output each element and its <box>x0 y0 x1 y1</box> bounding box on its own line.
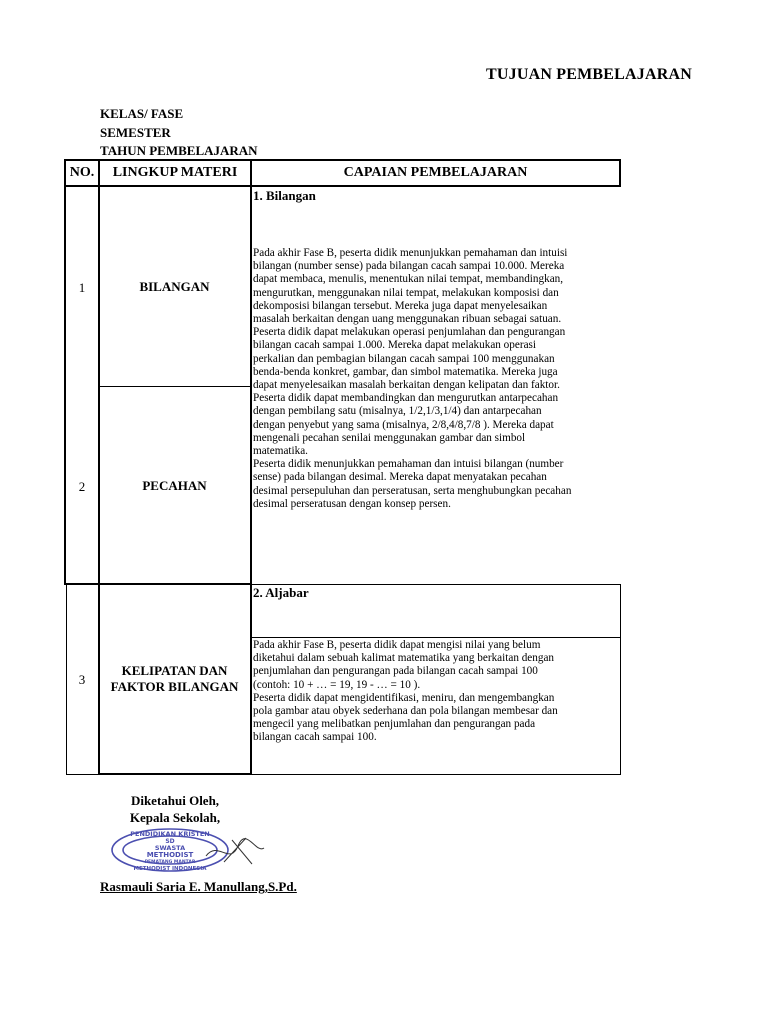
row2-lingkup: PECAHAN <box>142 478 207 493</box>
tahun-label: TAHUN PEMBELAJARAN <box>100 143 258 158</box>
section2-text: Pada akhir Fase B, peserta didik dapat mengisi nilai yang belum diketahui dalam sebuah kalimat matematika yang berkaitan dengan penjumlahan dan pengurangan pada bilangan cacah sampai 100 (contoh: 10 + … = 19, 19 - … = 10 ). Peserta didik dapat mengidentifikasi, meniru, dan mengembangkan pola gambar atau obyek sederhana dan pola bilangan membesar dan mengecil yang melibatkan penjumlahan dan pengurangan pada bilangan cacah sampai 100. <box>253 639 558 744</box>
section2-title: 2. Aljabar <box>253 585 309 600</box>
kepala-sekolah-name: Rasmauli Saria E. Manullang,S.Pd. <box>100 879 297 894</box>
row2-bottom-border <box>64 583 252 585</box>
row1-separator <box>99 386 251 387</box>
svg-text:SWASTA: SWASTA <box>154 844 186 852</box>
section2-mid-border <box>251 637 621 638</box>
kepala-sekolah-label: Kepala Sekolah, <box>129 810 221 825</box>
kelas-label: KELAS/ FASE <box>100 106 184 121</box>
signature-scribble <box>206 838 264 864</box>
section1-title: 1. Bilangan <box>253 188 316 203</box>
svg-text:SD: SD <box>165 838 175 845</box>
row1-number: 1 <box>78 280 86 295</box>
diketahui-label: Diketahui Oleh, <box>130 793 220 808</box>
stamp-top-text: PENDIDIKAN KRISTEN <box>130 830 210 838</box>
svg-text:METHODIST: METHODIST <box>146 851 194 859</box>
svg-text:METHODIST INDONESIA: METHODIST INDONESIA <box>133 866 207 872</box>
lingkup-bottom-border <box>98 773 252 775</box>
school-stamp <box>106 826 268 876</box>
row1-lingkup: BILANGAN <box>139 279 210 294</box>
row3-lingkup: KELIPATAN DAN FAKTOR BILANGAN <box>110 663 239 694</box>
section2-right-border <box>620 584 621 775</box>
header-top-border <box>64 159 621 161</box>
header-no: NO. <box>69 165 95 180</box>
header-capaian-pembelajaran: CAPAIAN PEMBELAJARAN <box>343 165 528 180</box>
row2-number: 2 <box>78 479 86 494</box>
header-bottom-border <box>64 185 621 187</box>
header-right-border <box>619 159 621 187</box>
section1-text: Pada akhir Fase B, peserta didik menunjukkan pemahaman dan intuisi bilangan (number sense) pada bilangan cacah sampai 10.000. Mereka dapat membaca, menulis, menentukan nilai tempat, membandingkan, mengurutkan, menggunakan nilai tempat, melakukan komposisi dan dekomposisi bilangan tersebut. Mereka juga dapat menyelesaikan masalah berkaitan dengan uang menggunakan ribuan sebagai satuan. Peserta didik dapat melakukan operasi penjumlahan dan pengurangan bilangan cacah sampai 1.000. Mereka dapat melakukan operasi perkalian dan pembagian bilangan cacah sampai 100 menggunakan benda-benda konkret, gambar, dan simbol matematika. Mereka juga dapat menyelesaikan masalah berkaitan dengan kelipatan dan faktor. Peserta didik dapat membandingkan dan mengurutkan antarpecahan dengan pembilang satu (misalnya, 1/2,1/3,1/4) dan antarpecahan dengan penyebut yang sama (misalnya, 2/8,4/8,7/8 ). Mereka dapat mengenali pecahan senilai menggunakan gambar dan simbol matematika. Peserta didik menunjukkan pemahaman dan intuisi bilangan (number sense) pada bilangan desimal. Mereka dapat menyatakan pecahan desimal persepuluhan dan perseratusan, serta menghubungkan pecahan desimal perseratusan dengan konsep persen. <box>253 247 572 510</box>
svg-text:PEMATANG MANTAR: PEMATANG MANTAR <box>144 860 196 865</box>
header-lingkup-materi: LINGKUP MATERI <box>112 165 238 180</box>
page-title: TUJUAN PEMBELAJARAN <box>486 66 693 83</box>
row3-number: 3 <box>78 672 86 687</box>
table-left-border-top <box>64 159 66 585</box>
semester-label: SEMESTER <box>100 125 171 140</box>
col-capaian-left-border <box>250 159 252 775</box>
